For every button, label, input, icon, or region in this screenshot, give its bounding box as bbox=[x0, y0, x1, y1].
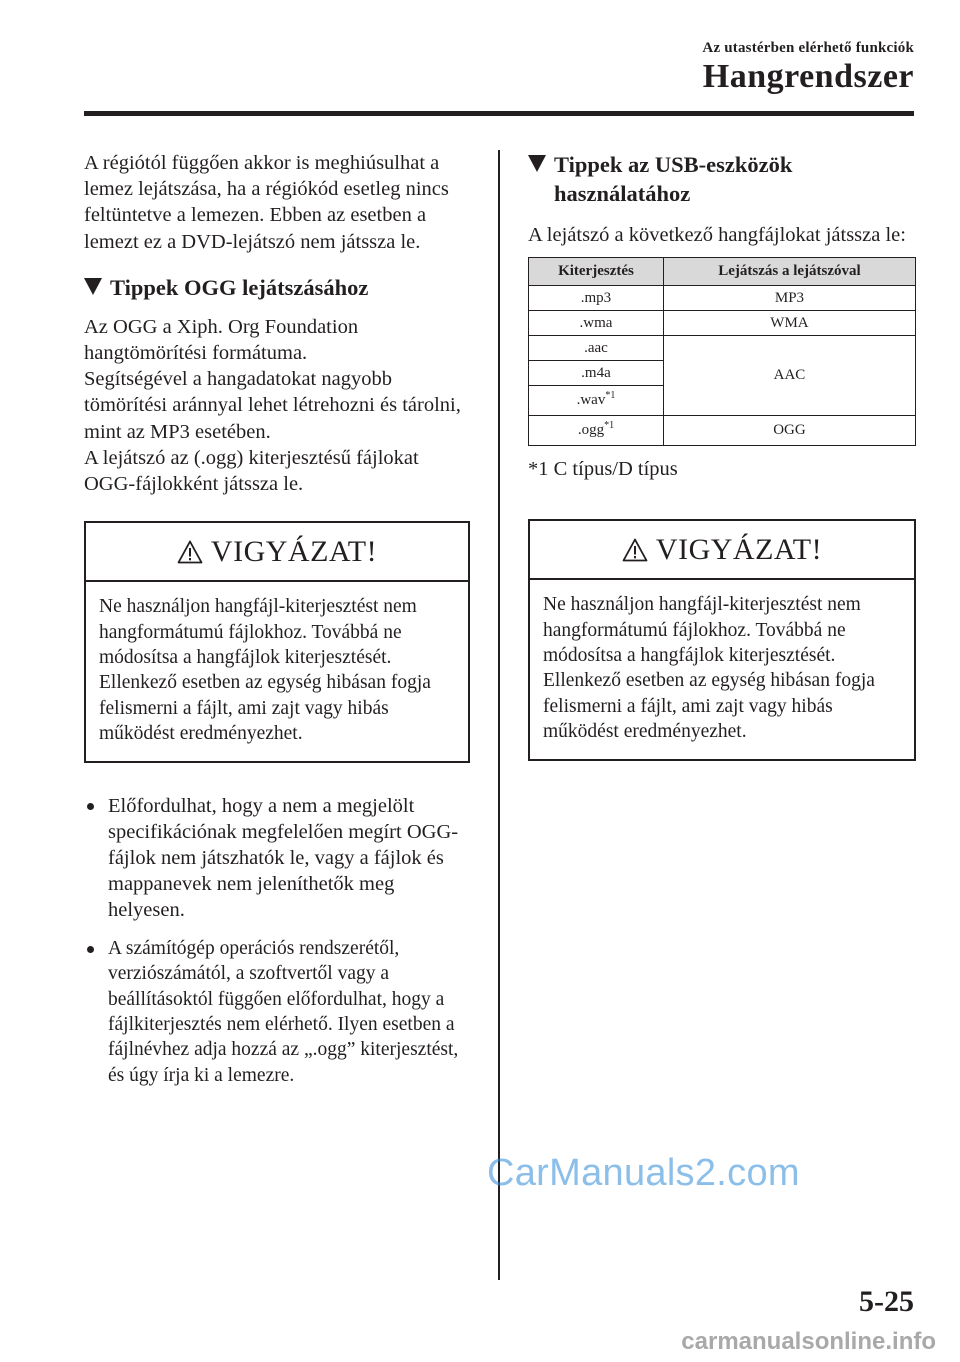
table-cell-extension: .m4a bbox=[529, 361, 664, 386]
table-row bbox=[529, 416, 916, 446]
caution-box bbox=[84, 521, 470, 762]
caution-text: Ne használjon hangfájl-kiterjesztést nem hangformátumú fájlokhoz. Továbbá ne módosítsa a hangfájlok kiterjesztését. Ellenkező esetben az egység hibásan fogja felismerni a fájlt, ami zajt vagy hibás működést eredményezhet. bbox=[99, 596, 431, 745]
caution-title: VIGYÁZAT! bbox=[655, 532, 823, 566]
footnote-marker: *1 bbox=[605, 390, 616, 402]
ogg-text-line: Az OGG a Xiph. Org Foundation hangtömörítési formátuma. bbox=[84, 315, 359, 365]
table-row bbox=[529, 311, 916, 336]
usb-tips-heading-text: Tippek az USB-eszközök használatához bbox=[554, 152, 793, 206]
left-column bbox=[84, 150, 470, 1088]
usb-intro: A lejátszó a következő hangfájlokat játssza le: bbox=[528, 224, 906, 246]
table-cell-extension: .mp3 bbox=[529, 286, 664, 311]
table-footnote: *1 C típus/D típus bbox=[528, 458, 678, 481]
extension-text: .wav bbox=[576, 392, 606, 409]
watermark: CarManuals2.com bbox=[487, 1152, 800, 1194]
extension-text: .ogg bbox=[577, 422, 605, 439]
table-cell-extension: .aac bbox=[529, 336, 664, 361]
bullet-dot-icon bbox=[87, 803, 94, 810]
table-cell-format: OGG bbox=[663, 416, 915, 446]
table-cell-extension: .wma bbox=[529, 311, 664, 336]
bullet-list bbox=[84, 793, 470, 1088]
page-number: 5-25 bbox=[859, 1285, 914, 1318]
ogg-description bbox=[84, 314, 470, 497]
table-row bbox=[529, 336, 916, 361]
ogg-tips-heading bbox=[84, 273, 470, 302]
file-format-table bbox=[528, 257, 916, 446]
table-cell-format: WMA bbox=[663, 311, 915, 336]
section-title: Az utastérben elérhető funkciók bbox=[702, 40, 914, 56]
bullet-dot-icon bbox=[87, 946, 94, 953]
footer-watermark: carmanualsonline.info bbox=[681, 1328, 936, 1355]
table-header-row bbox=[529, 258, 916, 286]
footnote-marker: *1 bbox=[604, 420, 615, 432]
ogg-text-line: Segítségével a hangadatokat nagyobb tömörítési aránnyal lehet létrehozni és tárolni, mint az MP3 esetében. bbox=[84, 368, 461, 443]
column-divider bbox=[498, 150, 500, 1280]
list-item bbox=[84, 936, 470, 1088]
caution-header bbox=[530, 521, 914, 580]
table-cell-format: MP3 bbox=[663, 286, 915, 311]
warning-icon bbox=[177, 540, 203, 564]
triangle-bullet-icon bbox=[528, 155, 546, 172]
list-item-text: A számítógép operációs rendszerétől, verziószámától, a szoftvertől vagy a beállításoktól függően előfordulhat, hogy a fájlkiterjesztés nem elérhető. Ilyen esetben a fájlnévhez adja hozzá az „.ogg” kiterjesztést, és úgy írja ki a lemezre. bbox=[108, 937, 459, 1086]
ogg-tips-heading-text: Tippek OGG lejátszásához bbox=[110, 274, 369, 300]
right-column bbox=[528, 150, 916, 761]
table-cell-format: AAC bbox=[663, 336, 915, 416]
table-cell-extension bbox=[529, 386, 664, 416]
chapter-title: Hangrendszer bbox=[702, 58, 914, 95]
list-item-text: Előfordulhat, hogy a nem a megjelölt specifikációnak megfelelően megírt OGG-fájlok nem játszhatók le, vagy a fájlok és mappanevek nem jeleníthetők meg helyesen. bbox=[108, 794, 459, 922]
table-cell-extension bbox=[529, 416, 664, 446]
triangle-bullet-icon bbox=[84, 278, 102, 295]
warning-icon bbox=[622, 538, 648, 562]
caution-box bbox=[528, 519, 916, 760]
intro-paragraph: A régiótól függően akkor is meghiúsulhat a lemez lejátszása, ha a régiókód esetleg nincs feltüntetve a lemezen. Ebben az esetben a lemezt ez a DVD-lejátszó nem játssza le. bbox=[84, 152, 449, 253]
table-header-extension: Kiterjesztés bbox=[529, 258, 664, 286]
caution-text: Ne használjon hangfájl-kiterjesztést nem hangformátumú fájlokhoz. Továbbá ne módosítsa a hangfájlok kiterjesztését. Ellenkező esetben az egység hibásan fogja felismerni a fájlt, ami zajt vagy hibás működést eredményezhet. bbox=[543, 594, 875, 743]
caution-title: VIGYÁZAT! bbox=[210, 534, 378, 568]
table-row bbox=[529, 286, 916, 311]
header-rule bbox=[84, 111, 914, 116]
list-item bbox=[84, 793, 470, 924]
table-header-playback: Lejátszás a lejátszóval bbox=[663, 258, 915, 286]
usb-tips-heading bbox=[528, 150, 916, 208]
caution-header bbox=[86, 523, 468, 582]
ogg-text-line: A lejátszó az (.ogg) kiterjesztésű fájlokat OGG-fájlokként játssza le. bbox=[84, 446, 419, 496]
